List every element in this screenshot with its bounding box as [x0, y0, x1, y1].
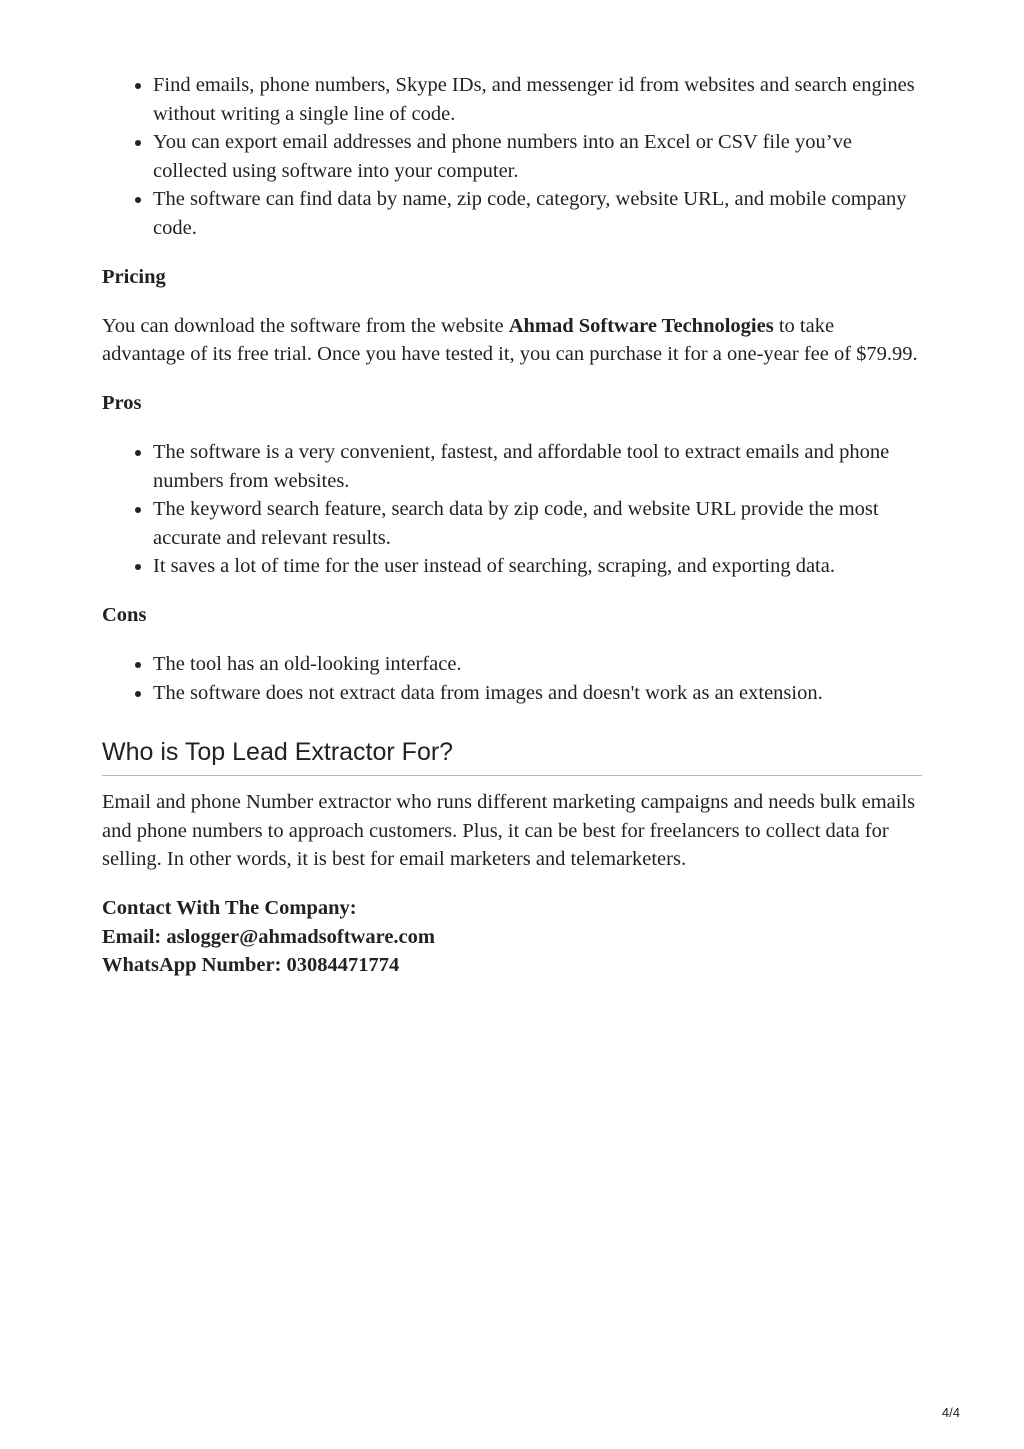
list-item: • The software is a very convenient, fastest, and affordable tool to extract emails and phone numbers from websites. [153, 438, 922, 495]
list-item: • Find emails, phone numbers, Skype IDs, and messenger id from websites and search engines without writing a single line of code. [153, 71, 922, 128]
contact-email: Email: aslogger@ahmadsoftware.com [102, 925, 435, 948]
features-list [102, 71, 922, 242]
pricing-heading: Pricing [102, 265, 166, 288]
list-item: • The software can find data by name, zip code, category, website URL, and mobile company code. [153, 185, 922, 242]
pricing-text-before: You can download the software from the website [102, 314, 509, 337]
list-item: • The tool has an old-looking interface. [153, 650, 922, 679]
cons-heading: Cons [102, 604, 147, 626]
section-heading-who-for: Who is Top Lead Extractor For? [102, 737, 922, 776]
pros-heading: Pros [102, 392, 142, 414]
company-name: Ahmad Software Technologies [508, 314, 774, 337]
contact-block [102, 894, 922, 980]
pricing-paragraph [102, 312, 922, 369]
pricing-text-after: to take advantage of its free trial. Once you have tested it, you can purchase it for a one-year fee of $79.99. [102, 314, 918, 365]
list-item: • The keyword search feature, search data by zip code, and website URL provide the most accurate and relevant results. [153, 495, 922, 552]
cons-list [102, 650, 922, 707]
document-body [102, 71, 922, 980]
list-item: • You can export email addresses and phone numbers into an Excel or CSV file you’ve collected using software into your computer. [153, 128, 922, 185]
who-for-paragraph: Email and phone Number extractor who runs different marketing campaigns and needs bulk emails and phone numbers to approach customers. Plus, it can be best for freelancers to collect data for selling. In other words, it is best for email marketers and telemarketers. [102, 791, 916, 870]
page-number: 4/4 [941, 1405, 960, 1420]
list-item: • The software does not extract data from images and doesn't work as an extension. [153, 679, 922, 708]
pros-list [102, 438, 922, 581]
contact-heading: Contact With The Company: [102, 897, 357, 919]
list-item: • It saves a lot of time for the user instead of searching, scraping, and exporting data. [153, 552, 922, 581]
contact-whatsapp: WhatsApp Number: 03084471774 [102, 954, 400, 976]
